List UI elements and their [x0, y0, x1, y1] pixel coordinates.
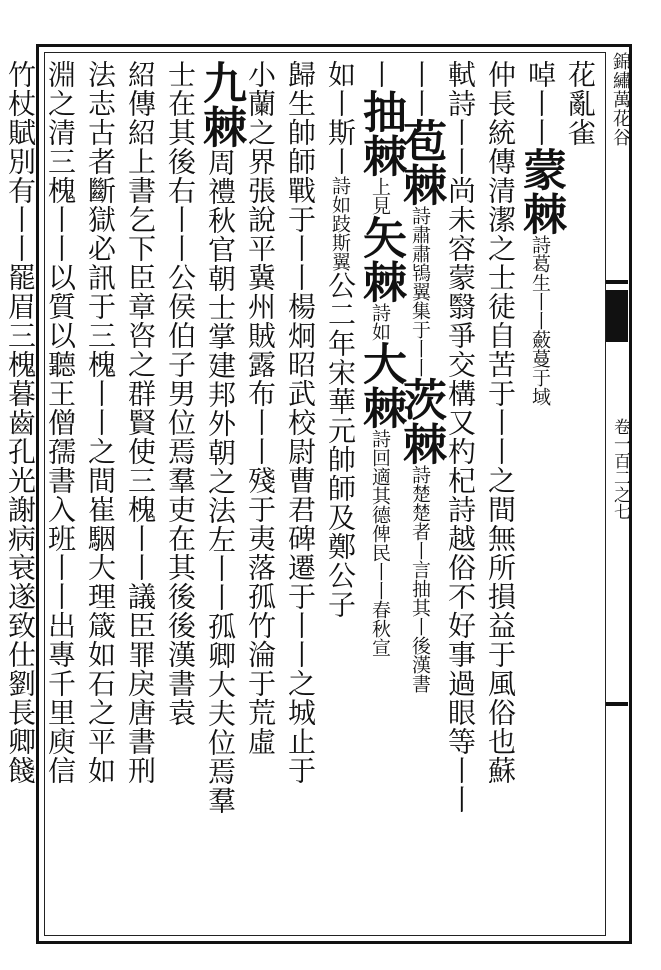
column-text: 竹杖賦別有丨丨罷眉三槐暮齒孔光謝病衰遂致仕劉長卿餞 [4, 60, 37, 785]
text-column-2 [515, 60, 566, 930]
margin-rule-top [606, 280, 628, 284]
text-column-8 [280, 60, 320, 930]
column-text: 軾詩丨丨尚未容蒙翳爭交構又杓杞詩越俗不好事過眼等丨丨 [444, 60, 477, 814]
entry-note: 上見 [369, 177, 391, 215]
text-column-14 [40, 60, 80, 930]
margin-rule-bottom [606, 702, 628, 706]
column-text: 花亂雀 [564, 60, 597, 147]
entry-heading: 茨棘 [395, 377, 446, 465]
margin-black-block [606, 290, 628, 342]
text-column-9 [240, 60, 280, 930]
text-column-15 [0, 60, 40, 930]
text-column-6 [355, 60, 406, 930]
entry-heading: 大棘 [355, 341, 406, 429]
entry-note: 詩葛生丨丨蘞蔓于域 [529, 235, 551, 406]
column-text: 法志古者斷獄必訊于三槐丨丨之間崔駰大理箴如石之平如 [84, 60, 117, 785]
column-text: 仲長統傳清潔之士徒自苦于丨丨之間無所損益于風俗也蘇 [484, 60, 517, 785]
text-column-3 [480, 60, 520, 930]
column-text: 淵之清三槐丨丨以質以聽王僧孺書入班丨丨出專千里庾信 [44, 60, 77, 785]
text-columns [4, 60, 600, 930]
column-text: 歸生帥師戰于丨丨楊炯昭武校尉曹君碑遷于丨丨之城止于 [284, 60, 317, 785]
entry-heading: 蒙棘 [515, 147, 566, 235]
column-text: 啅丨丨 [524, 60, 557, 147]
entry-note: 詩如 [369, 303, 391, 341]
entry-note: 詩如跂斯翼 [329, 176, 351, 271]
entry-heading: 苞棘 [395, 118, 446, 206]
entry-note: 詩回適其德俾民丨丨春秋宣 [369, 429, 391, 657]
running-head: 錦繡萬花谷 [610, 52, 631, 147]
column-text: 丨丨 [404, 60, 437, 118]
entry-note: 詩楚楚者丨言抽其丨後漢書 [409, 465, 431, 693]
column-text: 周禮秋官朝士掌建邦外朝之法左丨丨孤卿大夫位焉羣 [204, 148, 237, 815]
volume-label: 卷一百二之七 [610, 418, 630, 520]
entry-heading: 抽棘 [355, 89, 406, 177]
entry-heading: 九棘 [195, 60, 246, 148]
text-column-13 [80, 60, 120, 930]
column-text: 士在其後右丨丨公侯伯子男位焉羣吏在其後後漢書袁 [164, 60, 197, 727]
text-column-5 [395, 60, 446, 930]
column-text: 小蘭之界張說平冀州賊露布丨丨殘于夷落孤竹淪于荒虛 [244, 60, 277, 756]
text-column-7 [320, 60, 360, 930]
text-column-11 [160, 60, 200, 930]
column-text: 丨 [364, 60, 397, 89]
text-column-12 [120, 60, 160, 930]
text-column-10 [195, 60, 246, 930]
entry-note: 詩肅肅鴇翼集于丨丨 [409, 206, 431, 377]
text-column-1 [560, 60, 600, 930]
text-column-4 [440, 60, 480, 930]
column-text: 如丨斯丨 [324, 60, 357, 176]
column-text: 紹傳紹上書乞下臣章咨之群賢使三槐丨丨議臣罪戾唐書刑 [124, 60, 157, 785]
column-text: 公二年宋華元帥師及鄭公子 [324, 271, 357, 619]
entry-heading: 矢棘 [355, 215, 406, 303]
